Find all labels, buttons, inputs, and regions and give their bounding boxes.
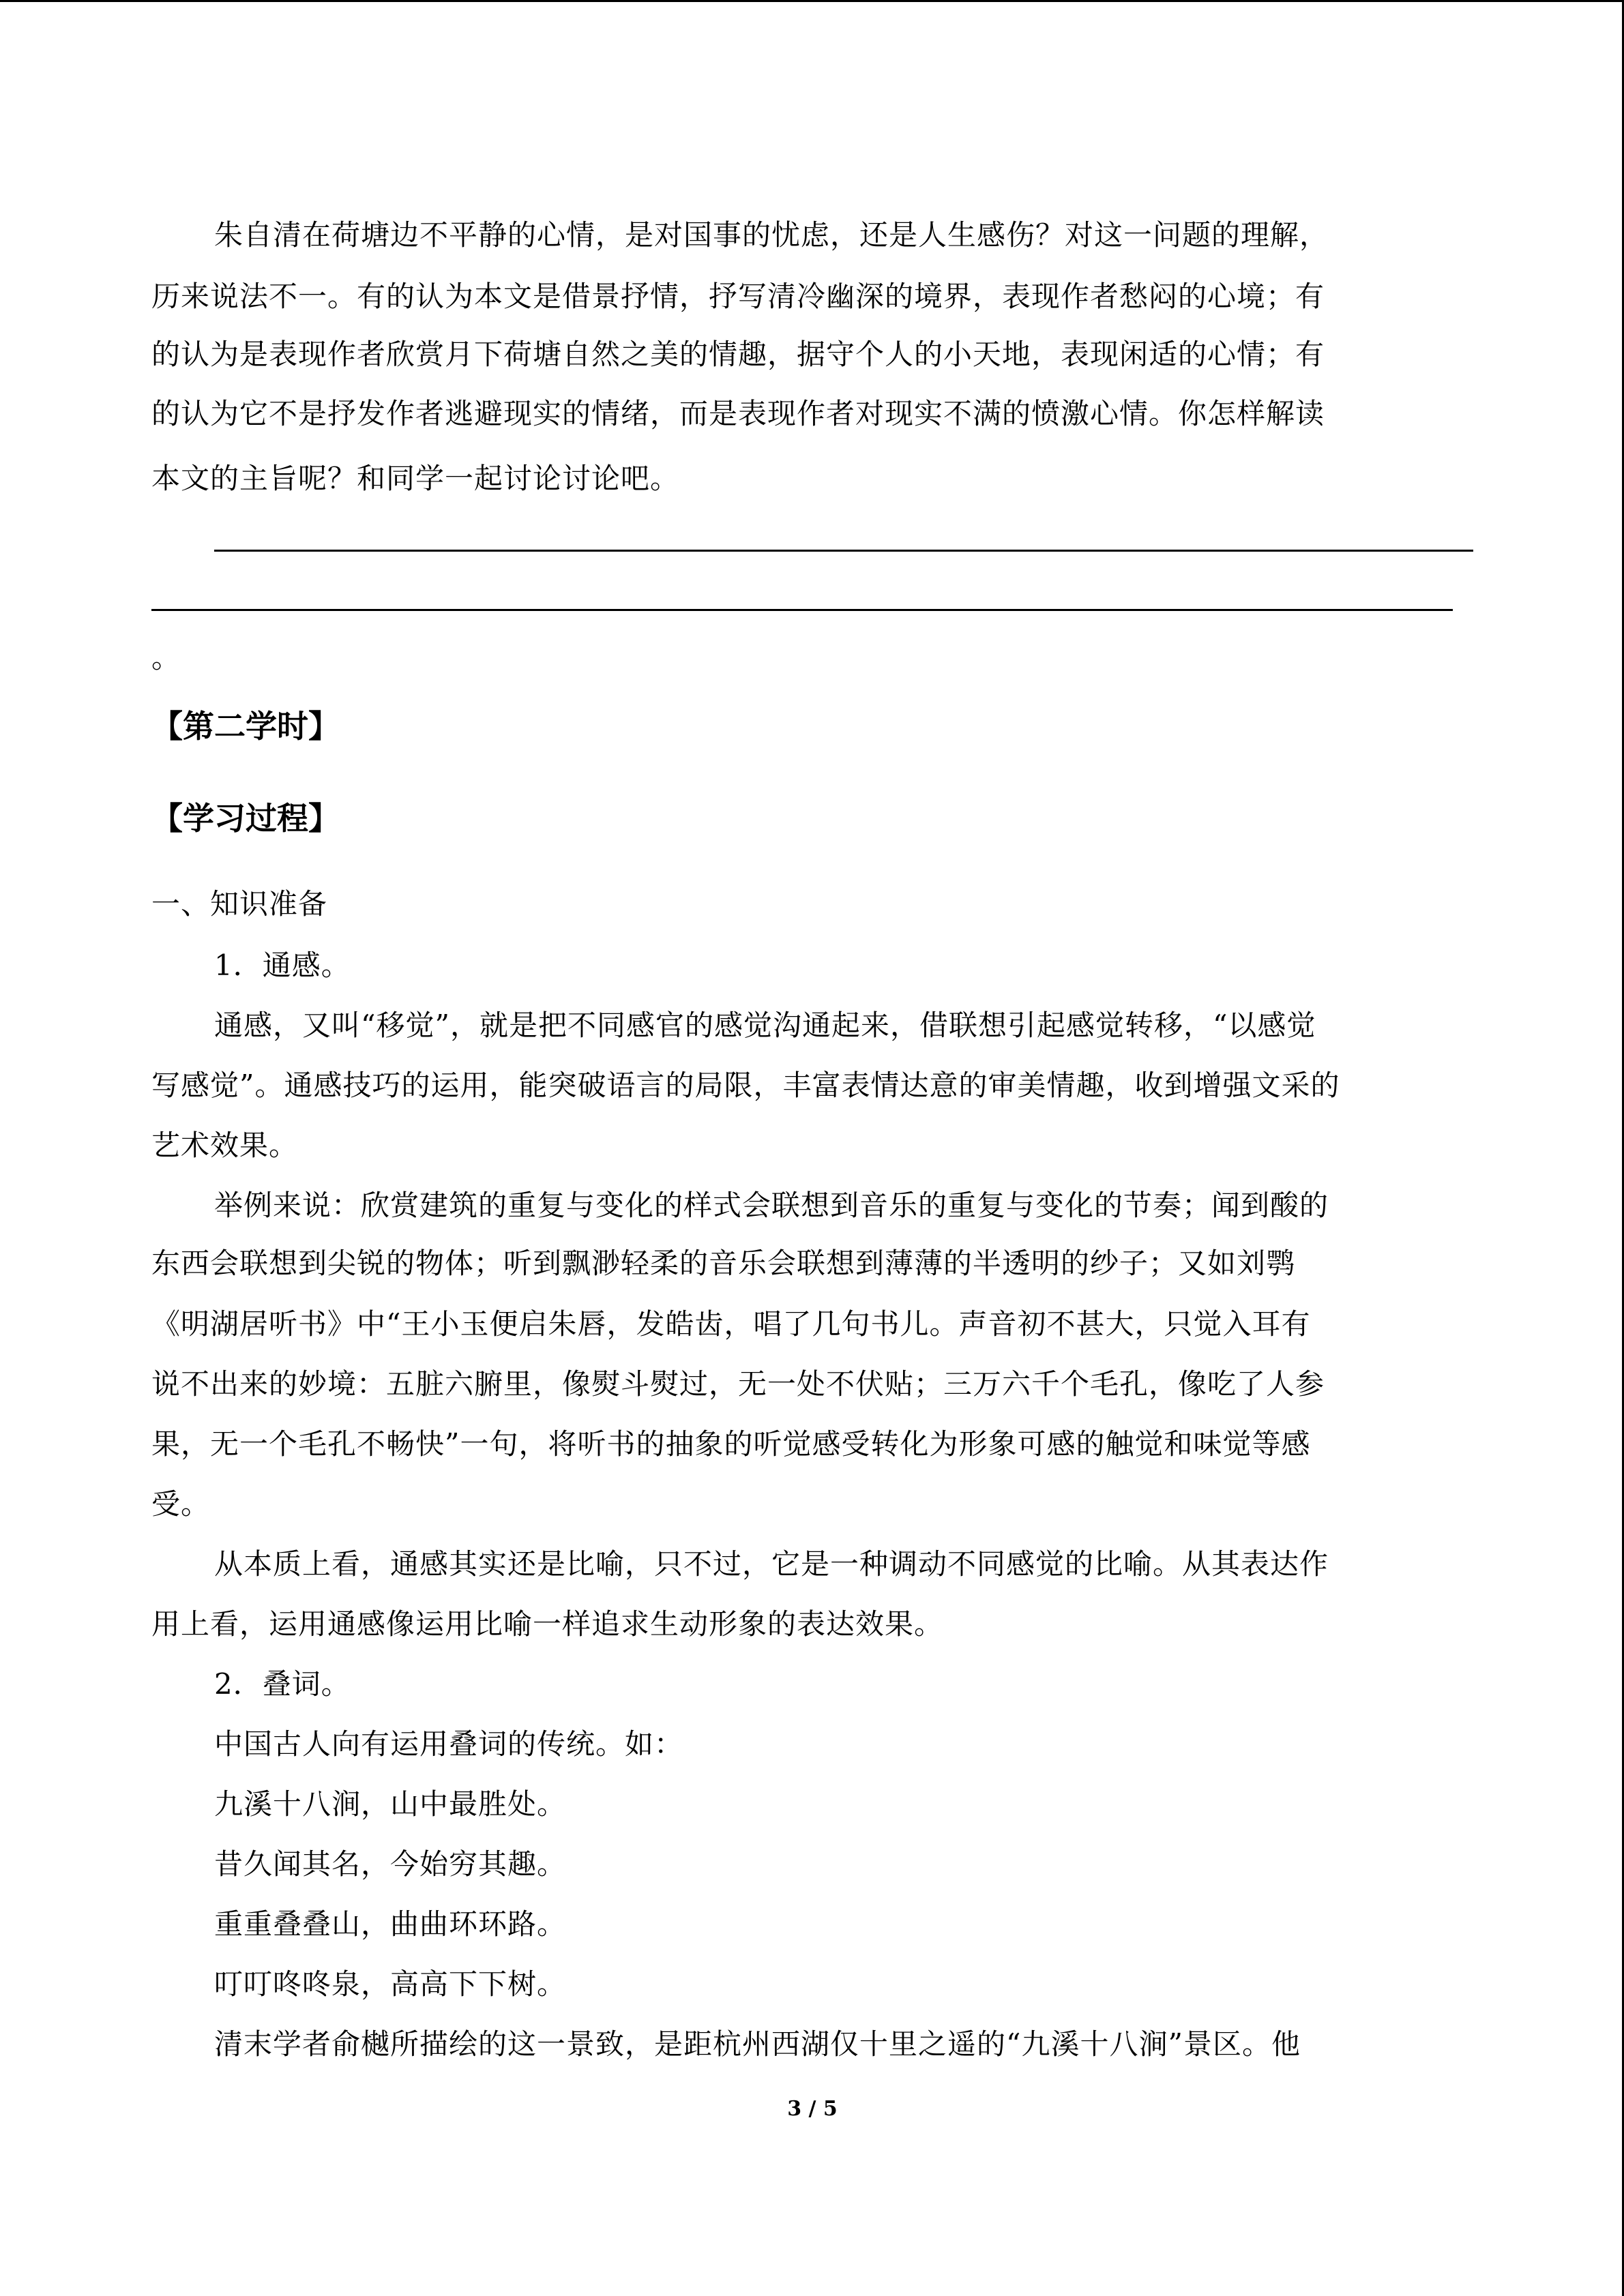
paragraph-line: 本文的主旨呢？和同学一起讨论讨论吧。 — [151, 462, 680, 495]
poem-line: 叮叮咚咚泉，高高下下树。 — [214, 1967, 567, 2001]
paragraph-line: 果，无一个毛孔不畅快”一句，将听书的抽象的听觉感受转化为形象可感的触觉和味觉等感 — [151, 1427, 1311, 1461]
paragraph-line: 东西会联想到尖锐的物体；听到飘渺轻柔的音乐会联想到薄薄的半透明的纱子；又如刘鹗 — [151, 1247, 1296, 1280]
paragraph-line: 说不出来的妙境：五脏六腑里，像熨斗熨过，无一处不伏贴；三万六千个毛孔，像吃了人参 — [151, 1367, 1325, 1401]
poem-line: 昔久闻其名，今始穷其趣。 — [214, 1847, 567, 1881]
answer-line — [214, 550, 1473, 552]
poem-line: 九溪十八涧，山中最胜处。 — [214, 1787, 567, 1821]
paragraph-line: 《明湖居听书》中“王小玉便启朱唇，发皓齿，唱了几句书儿。声音初不甚大，只觉入耳有 — [151, 1307, 1311, 1341]
section-title: 一、知识准备 — [151, 887, 328, 921]
item-title: 2．叠词。 — [214, 1667, 351, 1701]
paragraph-line: 的认为是表现作者欣赏月下荷塘自然之美的情趣，据守个人的小天地，表现闲适的心情；有 — [151, 338, 1325, 371]
paragraph-line: 用上看，运用通感像运用比喻一样追求生动形象的表达效果。 — [151, 1607, 944, 1641]
process-heading: 【学习过程】 — [151, 800, 340, 837]
paragraph-line: 写感觉”。通感技巧的运用，能突破语言的局限，丰富表情达意的审美情趣，收到增强文采的 — [151, 1069, 1340, 1102]
paragraph-line: 艺术效果。 — [151, 1129, 299, 1162]
paragraph-line: 中国古人向有运用叠词的传统。如： — [214, 1727, 684, 1761]
paragraph-line: 的认为它不是抒发作者逃避现实的情绪，而是表现作者对现实不满的愤激心情。你怎样解读 — [151, 397, 1325, 430]
paragraph-line: 受。 — [151, 1487, 211, 1521]
paragraph-line: 清末学者俞樾所描绘的这一景致，是距杭州西湖仅十里之遥的“九溪十八涧”景区。他 — [214, 2027, 1301, 2061]
paragraph-line: 历来说法不一。有的认为本文是借景抒情，抒写清冷幽深的境界，表现作者愁闷的心境；有 — [151, 280, 1325, 313]
session-heading: 【第二学时】 — [151, 708, 340, 745]
page-border-top — [0, 0, 1624, 2]
paragraph-line: 举例来说：欣赏建筑的重复与变化的样式会联想到音乐的重复与变化的节奏；闻到酸的 — [214, 1189, 1329, 1222]
answer-line — [151, 609, 1453, 611]
page-number: 3 / 5 — [787, 2097, 838, 2121]
paragraph-line: 从本质上看，通感其实还是比喻，只不过，它是一种调动不同感觉的比喻。从其表达作 — [214, 1547, 1329, 1581]
item-title: 1．通感。 — [214, 949, 351, 982]
paragraph-line: 朱自清在荷塘边不平静的心情，是对国事的忧虑，还是人生感伤？对这一问题的理解， — [214, 218, 1329, 252]
answer-end-mark: 。 — [151, 641, 181, 674]
poem-line: 重重叠叠山，曲曲环环路。 — [214, 1907, 567, 1941]
paragraph-line: 通感，又叫“移觉”，就是把不同感官的感觉沟通起来，借联想引起感觉转移，“以感觉 — [214, 1009, 1316, 1042]
